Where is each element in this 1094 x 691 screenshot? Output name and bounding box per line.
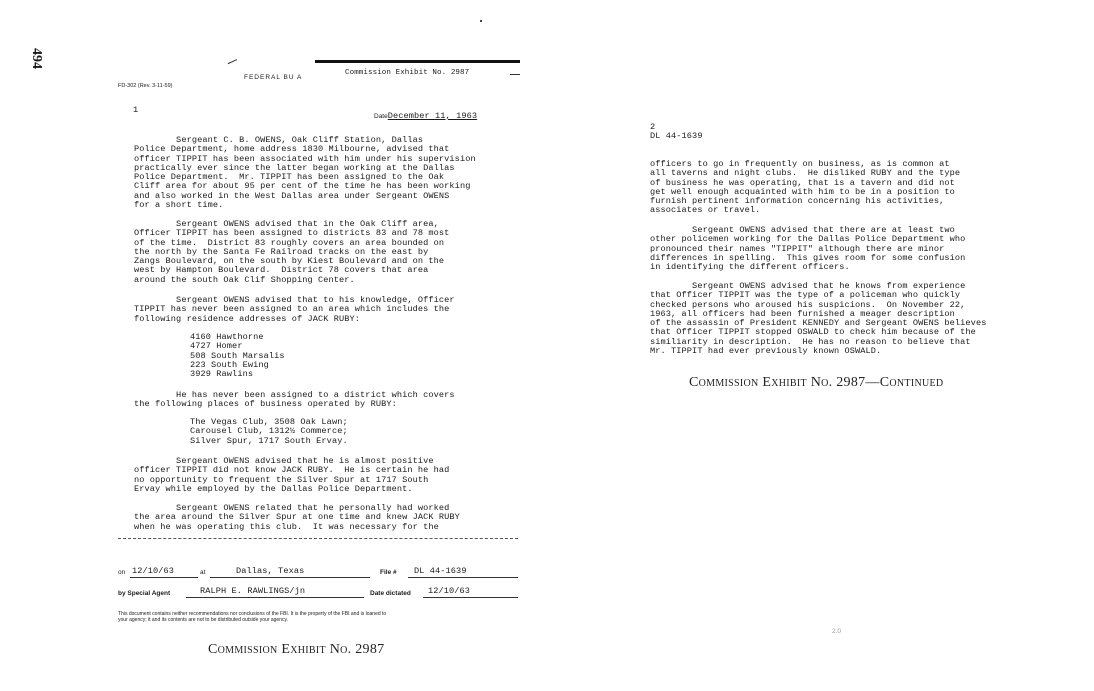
paragraph: Sergeant OWENS related that he personally had worked the area around the Silver Spur at one time and knew JACK RUBY when he was operating this club. It was necessary for the <box>134 503 460 532</box>
scan-mark <box>228 59 239 67</box>
paragraph: Sergeant OWENS advised that he is almost positive officer TIPPIT did not know JACK RUBY. He is certain he had no opportunity to frequent the Silver Spur at 1717 South Ervay while employed by the Dallas Police Department. <box>134 456 450 494</box>
paragraph: Sergeant OWENS advised that in the Oak Cliff area, Officer TIPPIT has been assigned to districts 83 and 78 most of the time. District 83 roughly covers an area bounded on the north by the Santa Fe Railroad tracks on the east by Zangs Boulevard, on the south by Kiest Boulevard and on the west by Hampton Boulevard. District 78 covers that area around the south Oak Clif Shopping Center. <box>134 219 450 285</box>
file-number: DL 44-1639 <box>414 566 467 576</box>
interview-location: Dallas, Texas <box>236 566 305 576</box>
paragraph: Sergeant OWENS advised that he knows from experience that Officer TIPPIT was the type of a policeman who quickly checked persons who aroused his suspicions. On November 22, 1963, all officers had been furnished a meager description of the assassin of President KENNEDY and Sergeant OWENS believes that Officer TIPPIT stopped OSWALD to check him because of the similiarity in description. He has no reason to believe that Mr. TIPPIT had ever previously known OSWALD. <box>650 281 987 357</box>
interview-date: 12/10/63 <box>132 566 175 576</box>
date-line: DateDecember 11, 1963 <box>374 111 478 121</box>
page-num-left: 1 <box>133 105 139 115</box>
header-bar <box>315 60 520 63</box>
footer-divider <box>118 538 518 539</box>
page-num-right: 2 <box>650 122 656 132</box>
page-number: 494 <box>29 48 44 69</box>
exhibit-caption: Commission Exhibit No. 2987 <box>208 642 385 657</box>
agency-header: FEDERAL BU A <box>244 74 303 81</box>
footer-row-1: on 12/10/63 at Dallas, Texas File # DL 44-1639 <box>118 567 518 581</box>
date-value: December 11, 1963 <box>387 111 478 121</box>
scan-speck <box>480 20 482 22</box>
business-list: The Vegas Club, 3508 Oak Lawn; Carousel Club, 1312½ Commerce; Silver Spur, 1717 South Ervay. <box>190 417 348 446</box>
paragraph: He has never been assigned to a district which covers the following places of business operated by RUBY: <box>134 390 455 410</box>
form-number: FD-302 (Rev. 3-11-59) <box>118 83 173 89</box>
paragraph: Sergeant OWENS advised that there are at least two other policemen working for the Dallas Police Department who pronounced their names "TIPPIT" although there are minor differences in spelling. This gives room for some confusion in identifying the different officers. <box>650 225 966 273</box>
paragraph: Sergeant C. B. OWENS, Oak Cliff Station, Dallas Police Department, home address 1830 Milbourne, advised that officer TIPPIT has been associated with him under his supervision practically ever since the latter began working at the Dallas Police Department. Mr. TIPPIT has been assigned to the Oak Cliff area for about 95 per cent of the time he has been working and also worked in the West Dallas area under Sergeant OWENS for a short time. <box>134 135 476 211</box>
footer-row-2: by Special Agent RALPH E. RAWLINGS/jn Date dictated 12/10/63 <box>118 587 518 601</box>
special-agent: RALPH E. RAWLINGS/jn <box>200 586 306 596</box>
header-dash <box>510 74 520 75</box>
corner-mark: 2.0 <box>832 628 842 635</box>
paragraph: Sergeant OWENS advised that to his knowledge, Officer TIPPIT has never been assigned to an area which includes the following residence addresses of JACK RUBY: <box>134 295 455 324</box>
exhibit-caption-continued: Commission Exhibit No. 2987—Continued <box>689 375 944 390</box>
file-reference: DL 44-1639 <box>650 131 703 141</box>
fbi-disclaimer: This document contains neither recommendations nor conclusions of the FBI. It is the property of the FBI and is loaned to your agency; it and its contents are not to be distributed outside your agency. <box>118 611 387 623</box>
paragraph: officers to go in frequently on business, as is common at all taverns and night clubs. He disliked RUBY and the type of business he was operating, that is a tavern and did not get well enough acquainted with him to be in a position to furnish pertinent information concerning his activities, associates or travel. <box>650 159 961 216</box>
exhibit-header: Commission Exhibit No. 2987 <box>345 69 470 77</box>
address-list: 4160 Hawthorne 4727 Homer 508 South Marsalis 223 South Ewing 3929 Rawlins <box>190 332 285 380</box>
date-dictated: 12/10/63 <box>428 586 471 596</box>
